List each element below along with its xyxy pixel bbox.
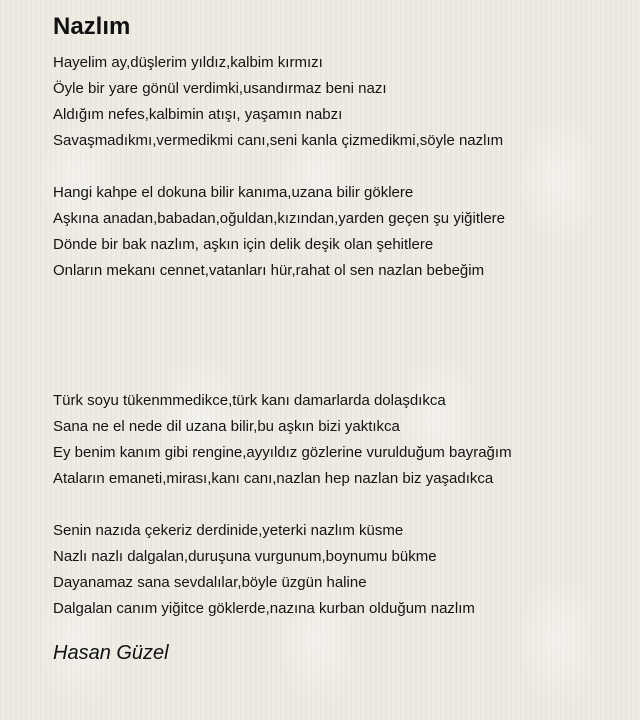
poem-line: Aşkına anadan,babadan,oğuldan,kızından,yarden geçen şu yiğitlere — [53, 210, 505, 227]
poem-line: Savaşmadıkmı,vermedikmi canı,seni kanla çizmedikmi,söyle nazlım — [53, 132, 504, 149]
poem-line: Nazlı nazlı dalgalan,duruşuna vurgunum,boynumu bükme — [53, 548, 437, 565]
stanza-spacer — [53, 492, 630, 518]
stanza-spacer — [53, 154, 630, 180]
stanza-4 — [53, 518, 630, 622]
poem-line: Dalgalan canım yiğitce göklerde,nazına kurban olduğum nazlım — [53, 600, 475, 617]
author-name: Hasan Güzel — [53, 642, 169, 664]
poem-line: Ey benim kanım gibi rengine,ayyıldız gözlerine vurulduğum bayrağım — [53, 444, 512, 461]
poem-line: Senin nazıda çekeriz derdinide,yeterki nazlım küsme — [53, 522, 404, 539]
poem-line: Dayanamaz sana sevdalılar,böyle üzgün haline — [53, 574, 367, 591]
poem-line: Öyle bir yare gönül verdimki,usandırmaz beni nazı — [53, 80, 387, 97]
stanza-spacer — [53, 284, 630, 388]
poem-line: Sana ne el nede dil uzana bilir,bu aşkın bizi yaktıkca — [53, 418, 400, 435]
poem-line: Türk soyu tükenmmedikce,türk kanı damarlarda dolaşdıkca — [53, 392, 446, 409]
poem-line: Aldığım nefes,kalbimin atışı, yaşamın nabzı — [53, 106, 343, 123]
poem-line: Hangi kahpe el dokuna bilir kanıma,uzana bilir göklere — [53, 184, 414, 201]
stanza-2 — [53, 180, 630, 284]
poem-line: Onların mekanı cennet,vatanları hür,rahat ol sen nazlan bebeğim — [53, 262, 485, 279]
poem-line: Ataların emaneti,mirası,kanı canı,nazlan hep nazlan biz yaşadıkca — [53, 470, 494, 487]
stanza-3 — [53, 388, 630, 492]
poem-page — [53, 12, 630, 666]
poem-title: Nazlım — [53, 13, 131, 40]
stanza-1 — [53, 50, 630, 154]
poem-line: Hayelim ay,düşlerim yıldız,kalbim kırmızı — [53, 54, 323, 71]
poem-line: Dönde bir bak nazlım, aşkın için delik deşik olan şehitlere — [53, 236, 434, 253]
